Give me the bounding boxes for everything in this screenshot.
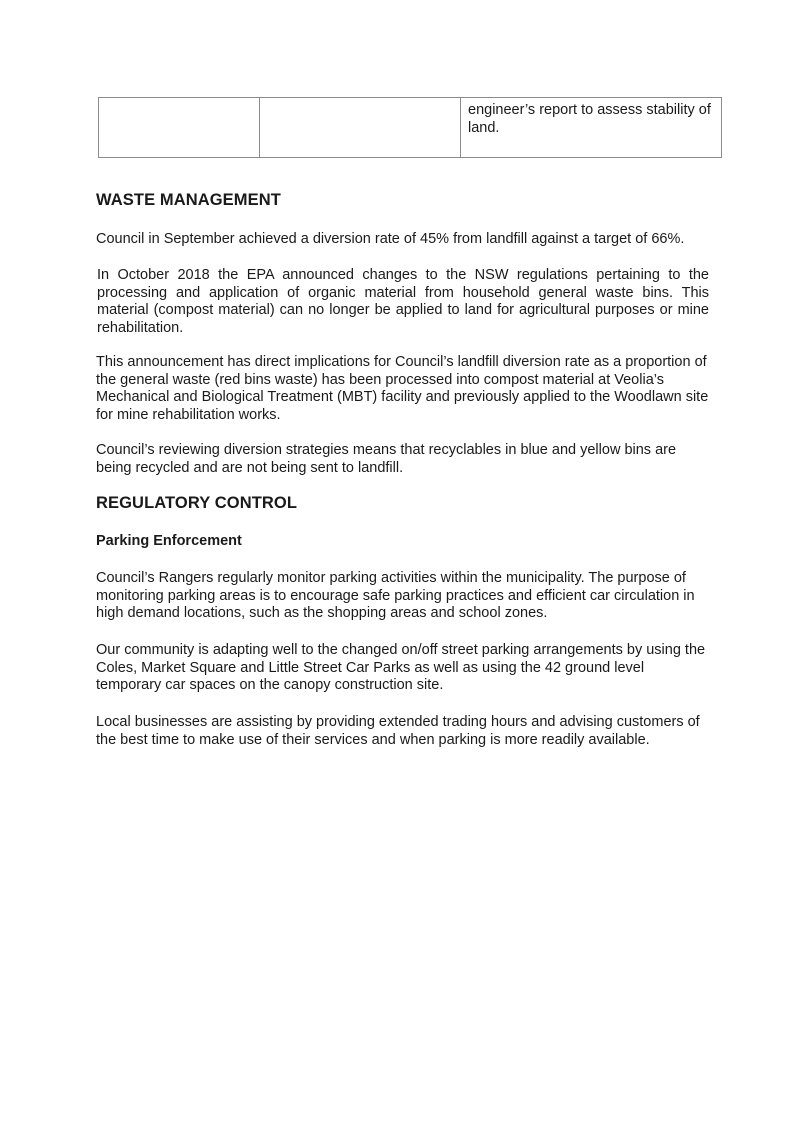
table-cell: [99, 98, 260, 158]
waste-paragraph-2: In October 2018 the EPA announced changes to the NSW regulations pertaining to the processing and application of organic material from household general waste bins. This material (compost material) can no longer be applied to land for agricultural purposes or mine rehabilitation.: [97, 267, 709, 336]
table-cell: [260, 98, 461, 158]
regulatory-paragraph-1: Council’s Rangers regularly monitor parking activities within the municipality. The purpose of monitoring parking areas is to encourage safe parking practices and efficient car circulation in high demand locations, such as the shopping areas and school zones.: [96, 570, 695, 621]
waste-paragraph-1: Council in September achieved a diversion rate of 45% from landfill against a target of 66%.: [96, 231, 685, 247]
table-cell: engineer’s report to assess stability of land.: [461, 98, 722, 158]
regulatory-control-heading: REGULATORY CONTROL: [96, 494, 298, 512]
regulatory-paragraph-2: Our community is adapting well to the changed on/off street parking arrangements by using the Coles, Market Square and Little Street Car Parks as well as using the 42 ground level temporary car spaces on the canopy construction site.: [96, 642, 706, 693]
regulatory-paragraph-3: Local businesses are assisting by providing extended trading hours and advising customers of the best time to make use of their services and when parking is more readily available.: [96, 714, 700, 748]
waste-paragraph-3: This announcement has direct implications for Council’s landfill diversion rate as a proportion of the general waste (red bins waste) has been processed into compost material at Veolia’s Mechanical and Biological Treatment (MBT) facility and previously applied to the Woodlawn site for mine rehabilitation works.: [96, 354, 709, 423]
table-row: [99, 98, 722, 158]
waste-management-heading: WASTE MANAGEMENT: [96, 191, 281, 209]
parking-enforcement-subheading: Parking Enforcement: [96, 533, 242, 549]
continuation-table: [98, 97, 722, 158]
waste-paragraph-4: Council’s reviewing diversion strategies means that recyclables in blue and yellow bins are being recycled and are not being sent to landfill.: [96, 442, 677, 476]
